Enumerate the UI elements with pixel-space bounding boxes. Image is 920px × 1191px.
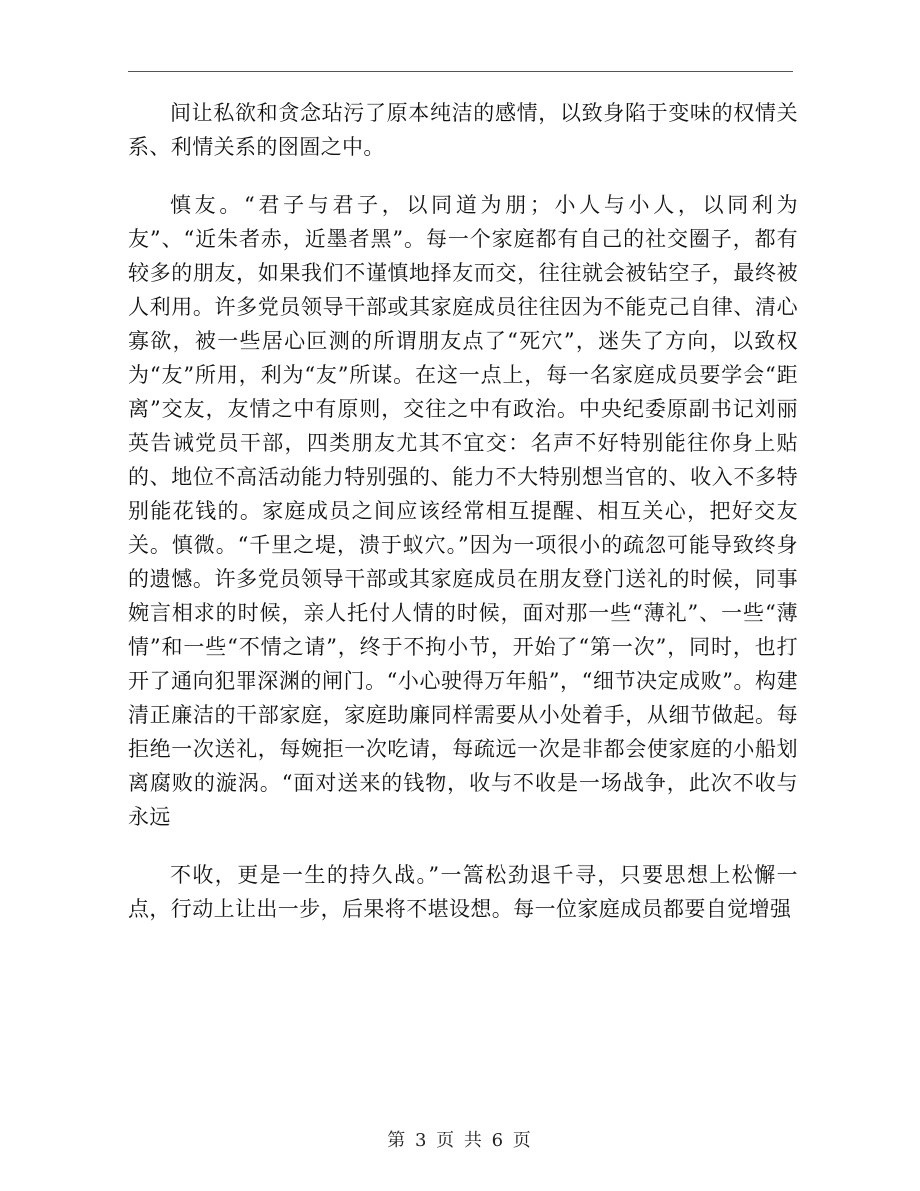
header-rule (128, 71, 793, 72)
page-footer: 第 3 页 共 6 页 (387, 1130, 533, 1151)
paragraph-gap (128, 834, 798, 858)
document-body (128, 96, 798, 926)
paragraph-caution-friends: 慎友。“君子与君子，以同道为朋；小人与小人，以同利为友”、“近朱者赤，近墨者黑”。每一个家庭都有自己的社交圈子，都有较多的朋友，如果我们不谨慎地择友而交，往往就会被钻空子，最终被人利用。许多党员领导干部或其家庭成员往往因为不能克己自律、清心寡欲，被一些居心叵测的所谓朋友点了“死穴”，迷失了方向，以致权为“友”所用，利为“友”所谋。在这一点上，每一名家庭成员要学会“距离”交友，友情之中有原则，交往之中有政治。中央纪委原副书记刘丽英告诫党员干部，四类朋友尤其不宜交：名声不好特别能往你身上贴的、地位不高活动能力特别强的、能力不大特别想当官的、收入不多特别能花钱的。家庭成员之间应该经常相互提醒、相互关心，把好交友关。慎微。“千里之堤，溃于蚁穴。”因为一项很小的疏忽可能导致终身的遗憾。许多党员领导干部或其家庭成员在朋友登门送礼的时候，同事婉言相求的时候，亲人托付人情的时候，面对那一些“薄礼”、一些“薄情”和一些“不情之请”，终于不拘小节，开始了“第一次”，同时，也打开了通向犯罪深渊的闸门。“小心驶得万年船”，“细节决定成败”。构建清正廉洁的干部家庭，家庭助廉同样需要从小处着手，从细节做起。每拒绝一次送礼，每婉拒一次吃请，每疏远一次是非都会使家庭的小船划离腐败的漩涡。“面对送来的钱物，收与不收是一场战争，此次不收与永远 (128, 193, 798, 829)
paragraph-continuation: 间让私欲和贪念玷污了原本纯洁的感情，以致身陷于变味的权情关系、利情关系的囹圄之中。 (128, 101, 798, 159)
paragraph-continuation-next: 不收，更是一生的持久战。”一篙松劲退千寻，只要思想上松懈一点，行动上让出一步，后果将不堪设想。每一位家庭成员都要自觉增强 (128, 863, 798, 921)
paragraph-gap (128, 164, 798, 188)
